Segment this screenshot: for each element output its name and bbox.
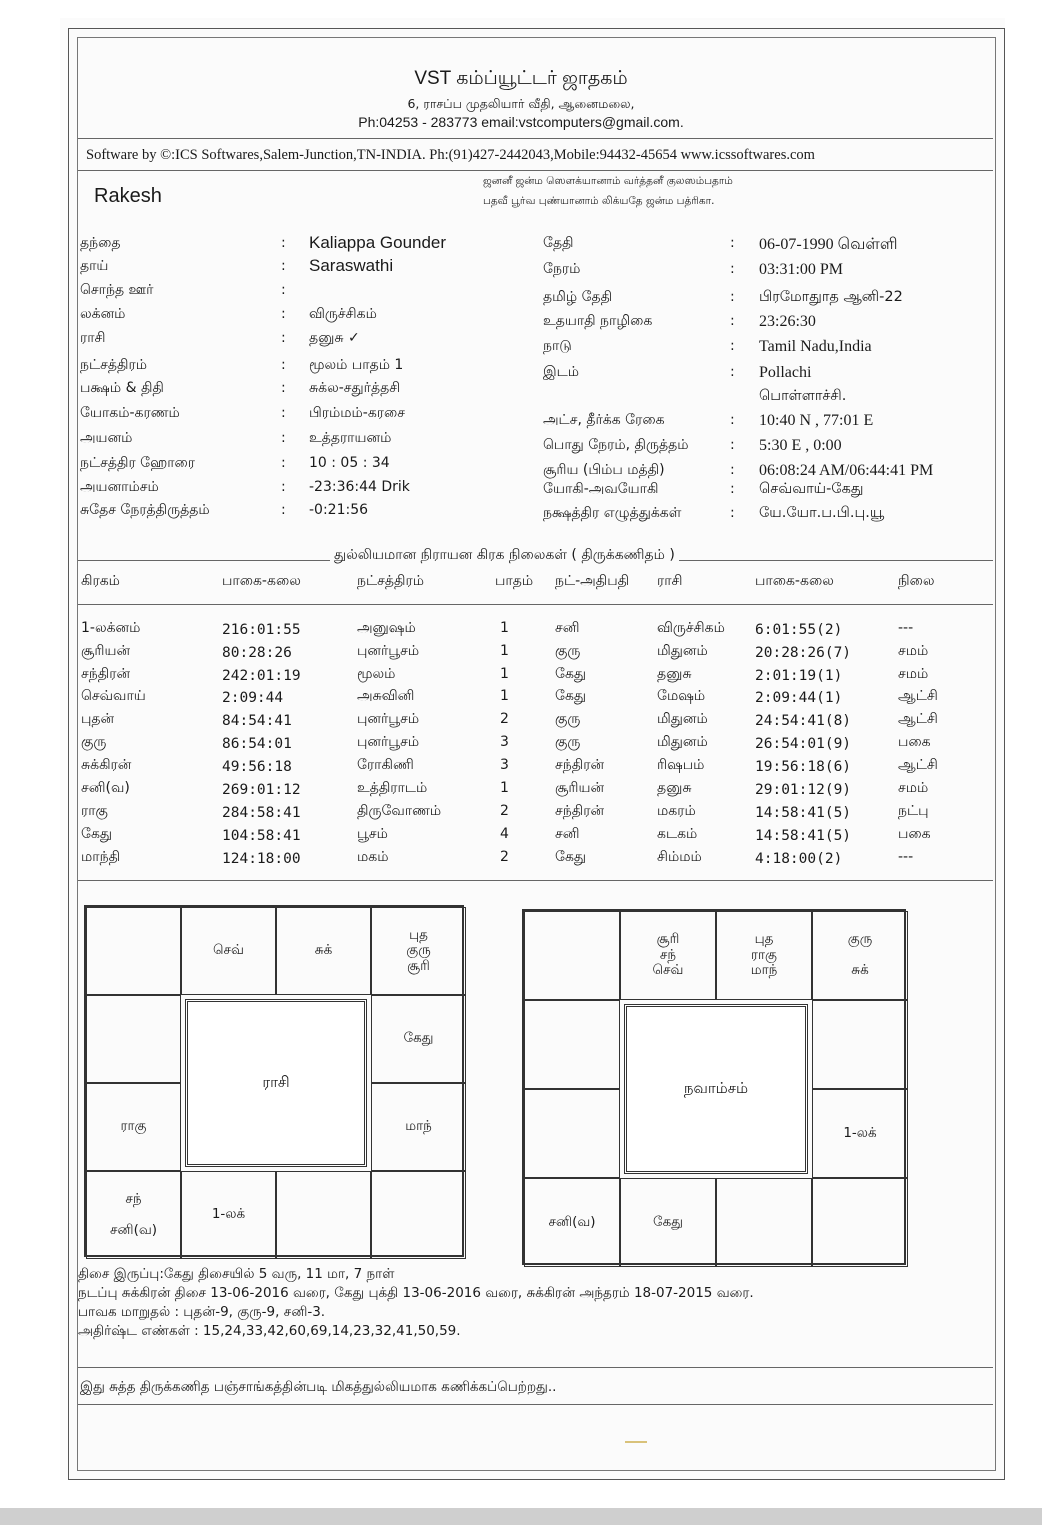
table-cell: புனர்பூசம் (357, 734, 420, 750)
detail-value: Tamil Nadu,India (759, 338, 872, 355)
detail-value: மூலம் பாதம் 1 (309, 357, 404, 373)
detail-label: பொது நேரம், திருத்தம் (543, 437, 689, 453)
table-cell: பகை (898, 734, 931, 750)
detail-label: நாடு (543, 338, 572, 354)
detail-label: உதயாதி நாழிகை (543, 313, 653, 329)
table-cell: 6:01:55(2) (755, 622, 843, 638)
table-cell: அசுவினி (357, 688, 415, 704)
detail-label: நட்சத்திர ஹோரை (80, 455, 196, 471)
table-cell: 2:01:19(1) (755, 668, 843, 684)
table-cell: 2:09:44 (222, 690, 284, 706)
table-cell: மாந்தி (81, 849, 121, 865)
table-cell: 242:01:19 (222, 668, 301, 684)
table-cell: 80:28:26 (222, 645, 292, 661)
colon: : (730, 437, 735, 453)
detail-value: -23:36:44 Drik (309, 479, 410, 495)
colon: : (730, 481, 735, 497)
table-cell: 1 (500, 780, 509, 796)
column-header: பாதம் (495, 573, 534, 589)
table-cell: 84:54:41 (222, 713, 292, 729)
colon: : (281, 380, 286, 396)
sloka-line-1: ஜனனீ ஜன்ம ஸௌக்யானாம் வர்த்தனீ குலஸம்பதாம் (483, 175, 733, 187)
detail-value: 03:31:00 PM (759, 261, 844, 278)
detail-label: பக்ஷம் & திதி (80, 380, 164, 396)
table-cell: பூசம் (357, 826, 388, 842)
chart-house: சூரி சந் செவ் (620, 911, 716, 1000)
chart-house: சந் சனி(வ) (86, 1171, 181, 1259)
detail-label: சூரிய (பிம்ப மத்தி) (543, 462, 665, 478)
table-cell: 1 (500, 643, 509, 659)
detail-label: அயனாம்சம் (80, 479, 159, 495)
divider (78, 170, 993, 171)
table-cell: கேது (555, 666, 587, 682)
table-cell: சிம்மம் (657, 849, 702, 865)
table-cell: 284:58:41 (222, 805, 301, 821)
table-cell: புனர்பூசம் (357, 711, 420, 727)
chart-house: செவ் (181, 907, 276, 995)
divider (78, 604, 993, 605)
chart-center-label: ராசி (185, 999, 367, 1167)
colon: : (281, 235, 286, 251)
chart-house (86, 995, 181, 1083)
chart-house: கேது (620, 1178, 716, 1267)
chart-house: சுக் (276, 907, 371, 995)
colon: : (281, 455, 286, 471)
detail-value: Kaliappa Gounder (309, 233, 447, 252)
colon: : (730, 462, 735, 478)
column-header: பாகை-கலை (222, 573, 301, 589)
detail-value: Pollachi (759, 364, 812, 381)
table-cell: ஆட்சி (898, 711, 938, 727)
divider (78, 138, 993, 139)
table-cell: கேது (81, 826, 113, 842)
detail-value: 10:40 N , 77:01 E (759, 412, 874, 429)
column-header: நட்சத்திரம் (357, 573, 424, 589)
table-cell: மகம் (357, 849, 389, 865)
colon: : (730, 235, 735, 251)
table-cell: மிதுனம் (657, 734, 708, 750)
colon: : (281, 282, 286, 298)
table-cell: குரு (555, 711, 581, 727)
table-cell: 29:01:12(9) (755, 782, 852, 798)
table-cell: மிதுனம் (657, 643, 708, 659)
table-cell: மகரம் (657, 803, 696, 819)
table-cell: --- (898, 849, 914, 865)
detail-label: தமிழ் தேதி (543, 289, 613, 305)
table-cell: 49:56:18 (222, 759, 292, 775)
chart-house (86, 907, 181, 995)
chart-house: 1-லக் (812, 1089, 908, 1178)
table-cell: 19:56:18(6) (755, 759, 852, 775)
detail-value: சுக்ல-சதுர்த்தசி (309, 380, 401, 396)
table-cell: விருச்சிகம் (657, 620, 725, 636)
table-cell: திருவோணம் (357, 803, 442, 819)
table-cell: 20:28:26(7) (755, 645, 852, 661)
colon: : (281, 479, 286, 495)
colon: : (281, 306, 286, 322)
chart-house (276, 1171, 371, 1259)
detail-label: யோகி-அவயோகி (543, 481, 659, 497)
table-cell: சனி (555, 826, 580, 842)
divider (78, 1404, 993, 1405)
detail-label: நக்ஷத்திர எழுத்துக்கள் (543, 505, 682, 521)
detail-value: செவ்வாய்-கேது (759, 481, 864, 497)
table-cell: 1 (500, 620, 509, 636)
table-cell: சமம் (898, 666, 929, 682)
colon: : (730, 313, 735, 329)
detail-value: பொள்ளாச்சி. (759, 388, 847, 404)
navamsa-chart (522, 909, 906, 1265)
bhava-change: பாவக மாறுதல் : புதன்-9, குரு-9, சனி-3. (78, 1304, 326, 1320)
detail-value: தனுசு ✓ (309, 330, 360, 346)
table-cell: தனுசு (657, 666, 692, 682)
detail-value: 23:26:30 (759, 313, 816, 330)
header-title: VST கம்ப்யூட்டர் ஜாதகம் (414, 68, 628, 89)
table-cell: சுக்கிரன் (81, 757, 132, 773)
colon: : (281, 357, 286, 373)
detail-label: சுதேச நேரத்திருத்தம் (80, 502, 210, 518)
detail-label: தேதி (543, 235, 574, 251)
table-cell: சமம் (898, 780, 929, 796)
table-cell: 3 (500, 757, 509, 773)
table-cell: 104:58:41 (222, 828, 301, 844)
divider (78, 1367, 993, 1368)
table-cell: ஆட்சி (898, 757, 938, 773)
table-cell: 86:54:01 (222, 736, 292, 752)
chart-house (524, 911, 620, 1000)
table-cell: 2 (500, 711, 509, 727)
detail-value: Saraswathi (309, 256, 394, 275)
detail-value: பிரமோதுாத ஆனி-22 (759, 289, 903, 305)
table-cell: சந்திரன் (555, 757, 605, 773)
detail-value: 10 : 05 : 34 (309, 455, 390, 471)
sloka-line-2: பதவீ பூர்வ புண்யானாம் லிக்யதே ஜன்ம பத்ரிகா. (483, 195, 715, 207)
chart-center-label: நவாம்சம் (624, 1004, 808, 1174)
scan-edge (0, 1508, 1042, 1525)
table-cell: கேது (555, 688, 587, 704)
table-cell: ரிஷபம் (657, 757, 705, 773)
detail-value: 06-07-1990 வெள்ளி (759, 236, 898, 253)
column-header: ராசி (657, 573, 683, 589)
chart-house: சனி(வ) (524, 1178, 620, 1267)
colon: : (281, 330, 286, 346)
column-header: நட்-அதிபதி (555, 573, 630, 589)
table-cell: சனி(வ) (81, 780, 130, 796)
table-cell: ஆட்சி (898, 688, 938, 704)
colon: : (730, 338, 735, 354)
table-cell: 3 (500, 734, 509, 750)
dasa-balance: திசை இருப்பு:கேது திசையில் 5 வரு, 11 மா, 7 நாள் (78, 1266, 395, 1282)
chart-house (716, 1178, 812, 1267)
column-header: பாகை-கலை (755, 573, 834, 589)
detail-label: நேரம் (543, 261, 581, 277)
table-cell: பகை (898, 826, 931, 842)
detail-label: அயனம் (80, 430, 133, 446)
table-cell: 216:01:55 (222, 622, 301, 638)
chart-house (371, 1171, 466, 1259)
table-cell: --- (898, 620, 914, 636)
table-cell: மூலம் (357, 666, 396, 682)
table-cell: உத்திராடம் (357, 780, 428, 796)
chart-house (524, 1089, 620, 1178)
detail-value: 5:30 E , 0:00 (759, 437, 842, 454)
accuracy-note: இது சுத்த திருக்கணித பஞ்சாங்கத்தின்படி மிகத்துல்லியமாக கணிக்கப்பெற்றது.. (80, 1379, 557, 1395)
table-cell: மிதுனம் (657, 711, 708, 727)
table-cell: 14:58:41(5) (755, 828, 852, 844)
colon: : (281, 258, 286, 274)
detail-label: சொந்த ஊர் (80, 282, 154, 298)
lucky-numbers: அதிர்ஷ்ட எண்கள் : 15,24,33,42,60,69,14,23,32,41,50,59. (78, 1323, 461, 1339)
person-name: Rakesh (94, 185, 162, 207)
divider (78, 880, 993, 881)
table-cell: ராகு (81, 803, 108, 819)
chart-house: ராகு (86, 1083, 181, 1171)
table-cell: செவ்வாய் (81, 688, 146, 704)
table-cell: நட்பு (898, 803, 929, 819)
table-cell: கடகம் (657, 826, 698, 842)
software-credit: Software by ©:ICS Softwares,Salem-Junction,TN-INDIA. Ph:(91)427-2442043,Mobile:94432-45654 www.icssoftwares.com (86, 147, 815, 163)
table-cell: 14:58:41(5) (755, 805, 852, 821)
colon: : (730, 261, 735, 277)
table-title: துல்லியமான நிராயன கிரக நிலைகள் ( திருக்கணிதம் ) (330, 547, 679, 565)
column-header: நிலை (898, 573, 935, 589)
table-cell: மேஷம் (657, 688, 706, 704)
current-period: நடப்பு சுக்கிரன் திசை 13-06-2016 வரை, கேது புக்தி 13-06-2016 வரை, சுக்கிரன் அந்தரம் 18-07-2015 வரை. (78, 1285, 754, 1301)
header-address: 6, ராசப்ப முதலியார் வீதி, ஆனைமலை, (407, 96, 635, 111)
detail-value: உத்தராயனம் (309, 430, 392, 446)
detail-value: விருச்சிகம் (309, 306, 377, 322)
table-cell: தனுசு (657, 780, 692, 796)
chart-house: கேது (371, 995, 466, 1083)
chart-house: 1-லக் (181, 1171, 276, 1259)
detail-label: நட்சத்திரம் (80, 357, 147, 373)
detail-label: தந்தை (80, 235, 121, 251)
table-cell: ரோகிணி (357, 757, 414, 773)
table-cell: கேது (555, 849, 587, 865)
column-header: கிரகம் (81, 573, 120, 589)
table-cell: 1-லக்னம் (81, 620, 141, 636)
table-cell: சூரியன் (81, 643, 131, 659)
detail-label: ராசி (80, 330, 106, 346)
chart-house (812, 1178, 908, 1267)
detail-label: இடம் (543, 364, 580, 380)
detail-label: யோகம்-கரணம் (80, 405, 180, 421)
chart-house: மாந் (371, 1083, 466, 1171)
chart-house (524, 1000, 620, 1089)
table-cell: 2 (500, 849, 509, 865)
table-cell: 26:54:01(9) (755, 736, 852, 752)
colon: : (730, 364, 735, 380)
colon: : (730, 505, 735, 521)
detail-label: லக்னம் (80, 306, 126, 322)
header-contact: Ph:04253 - 283773 email:vstcomputers@gmail.com. (358, 114, 684, 130)
detail-label: தாய் (80, 258, 109, 274)
chart-house: குரு சுக் (812, 911, 908, 1000)
table-cell: புதன் (81, 711, 115, 727)
colon: : (730, 412, 735, 428)
table-cell: சனி (555, 620, 580, 636)
colon: : (281, 430, 286, 446)
detail-value: 06:08:24 AM/06:44:41 PM (759, 462, 934, 479)
table-cell: சூரியன் (555, 780, 605, 796)
table-cell: 1 (500, 666, 509, 682)
mark (625, 1441, 647, 1443)
table-cell: அனுஷம் (357, 620, 416, 636)
table-cell: 4 (500, 826, 509, 842)
colon: : (730, 289, 735, 305)
chart-house (812, 1000, 908, 1089)
table-cell: 269:01:12 (222, 782, 301, 798)
table-cell: குரு (555, 643, 581, 659)
colon: : (281, 502, 286, 518)
table-cell: சந்திரன் (555, 803, 605, 819)
table-cell: 24:54:41(8) (755, 713, 852, 729)
detail-value: பிரம்மம்-கரசை (309, 405, 406, 421)
detail-value: யே.யோ.ப.பி.பு.யூ (759, 505, 885, 521)
detail-label: அட்ச, தீர்க்க ரேகை (543, 412, 665, 428)
chart-house: புத குரு சூரி (371, 907, 466, 995)
table-cell: சமம் (898, 643, 929, 659)
detail-value: -0:21:56 (309, 502, 369, 518)
colon: : (281, 405, 286, 421)
table-cell: புனர்பூசம் (357, 643, 420, 659)
table-cell: சந்திரன் (81, 666, 131, 682)
chart-house: புத ராகு மாந் (716, 911, 812, 1000)
table-cell: குரு (555, 734, 581, 750)
table-cell: குரு (81, 734, 107, 750)
table-cell: 2:09:44(1) (755, 690, 843, 706)
rasi-chart (84, 905, 464, 1257)
table-cell: 124:18:00 (222, 851, 301, 867)
table-cell: 4:18:00(2) (755, 851, 843, 867)
table-cell: 1 (500, 688, 509, 704)
table-cell: 2 (500, 803, 509, 819)
